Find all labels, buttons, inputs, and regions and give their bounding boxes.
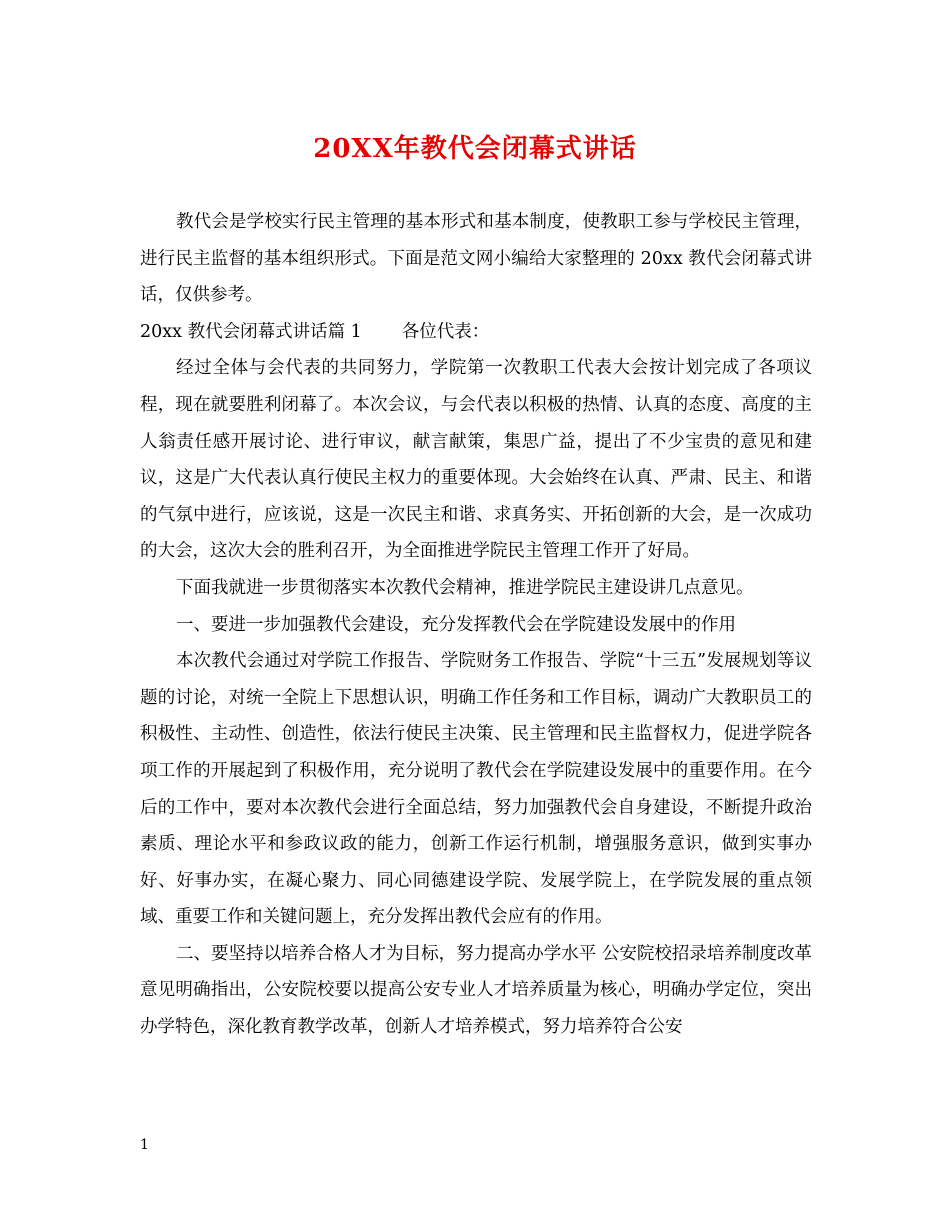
document-body — [140, 204, 812, 1046]
body-paragraph-5: 二、要坚持以培养合格人才为目标，努力提高办学水平 公安院校招录培养制度改革意见明确指出，公安院校要以提高公安专业人才培养质量为核心，明确办学定位，突出办学特色，深化教育教学改革，创新人才培养模式，努力培养符合公安 — [140, 943, 812, 1038]
salutation: 各位代表： — [401, 321, 490, 342]
body-paragraph-2: 下面我就进一步贯彻落实本次教代会精神，推进学院民主建设讲几点意见。 — [176, 577, 754, 598]
document-title: 20XX年教代会闭幕式讲话 — [313, 134, 637, 164]
section-heading-line — [140, 314, 812, 351]
body-paragraph-1: 经过全体与会代表的共同努力，学院第一次教职工代表大会按计划完成了各项议程，现在就要胜利闭幕了。本次会议，与会代表以积极的热情、认真的态度、高度的主人翁责任感开展讨论、进行审议，献言献策，集思广益，提出了不少宝贵的意见和建议，这是广大代表认真行使民主权力的重要体现。大会始终在认真、严肃、民主、和谐的气氛中进行，应该说，这是一次民主和谐、求真务实、开拓创新的大会，是一次成功的大会，这次大会的胜利召开，为全面推进学院民主管理工作开了好局。 — [140, 358, 812, 562]
page-number: 1 — [140, 1137, 149, 1153]
body-paragraph-3: 一、要进一步加强教代会建设，充分发挥教代会在学院建设发展中的作用 — [176, 614, 736, 635]
intro-paragraph: 教代会是学校实行民主管理的基本形式和基本制度，使教职工参与学校民主管理，进行民主监督的基本组织形式。下面是范文网小编给大家整理的 20xx 教代会闭幕式讲话，仅供参考。 — [140, 212, 812, 306]
section-heading: 20xx 教代会闭幕式讲话篇 1 — [140, 321, 362, 342]
body-paragraph-4: 本次教代会通过对学院工作报告、学院财务工作报告、学院“十三五”发展规划等议题的讨论，对统一全院上下思想认识，明确工作任务和工作目标，调动广大教职员工的积极性、主动性、创造性，依法行使民主决策、民主管理和民主监督权力，促进学院各项工作的开展起到了积极作用，充分说明了教代会在学院建设发展中的重要作用。在今后的工作中，要对本次教代会进行全面总结，努力加强教代会自身建设，不断提升政治素质、理论水平和参政议政的能力，创新工作运行机制，增强服务意识，做到实事办好、好事办实，在凝心聚力、同心同德建设学院、发展学院上，在学院发展的重点领域、重要工作和关键问题上，充分发挥出教代会应有的作用。 — [140, 651, 812, 928]
